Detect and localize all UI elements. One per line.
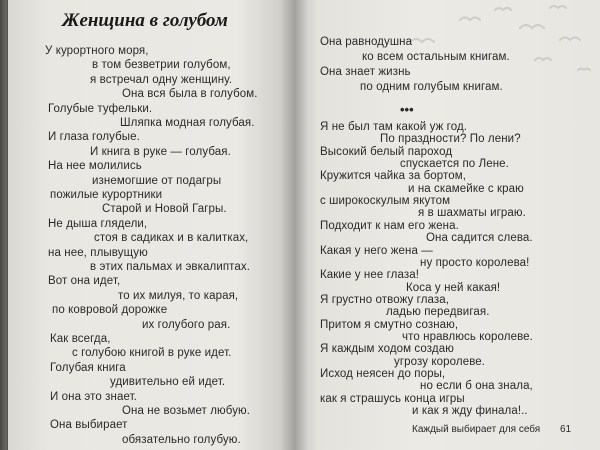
- poem-line: Я грустно отвожу глаза,: [320, 293, 450, 306]
- poem-line: Голубая книга: [50, 361, 126, 374]
- poem-title: Женщина в голубом: [62, 10, 228, 31]
- poem-line: и как я жду финала!..: [412, 405, 528, 418]
- poem-line: Она вся была в голубом.: [122, 88, 258, 101]
- poem-line: то их милуя, то карая,: [118, 289, 239, 302]
- poem-line: Какие у нее глаза!: [320, 269, 420, 282]
- poem-line: Я не был там какой уж год.: [320, 121, 468, 133]
- poem-line: У курортного моря,: [45, 45, 149, 57]
- poem-line: на нее, плывущую: [48, 246, 148, 259]
- poem-line: с голубою книгой в руке идет.: [72, 347, 232, 360]
- poem-line: их голубого рая.: [142, 318, 231, 331]
- poem-line: Высокий белый пароход: [320, 145, 453, 158]
- poem-line: Она знает жизнь: [320, 66, 411, 78]
- poem-line: спускается по Лене.: [400, 158, 509, 171]
- poem-line: И книга в руке — голубая.: [90, 145, 231, 158]
- poem-line: Голубые туфельки.: [48, 102, 153, 115]
- poem-line: И глаза голубые.: [48, 131, 140, 144]
- poem-line: обязательно голубую.: [122, 433, 241, 446]
- poem-line: я в шахматы играю.: [418, 207, 526, 220]
- poem-line: как я страшусь конца игры: [320, 392, 465, 405]
- book-spine: [280, 0, 308, 450]
- section-separator: •••: [400, 102, 414, 117]
- poem-line: пожилые курортники: [50, 189, 163, 201]
- poem-line: Она выбирает: [50, 419, 128, 432]
- poem-line: Притом я смутно сознаю,: [320, 318, 459, 331]
- poem-line: и на скамейке с краю: [408, 182, 524, 195]
- poem-line: По праздности? По лени?: [380, 133, 521, 146]
- poem-line: Какая у него жена —: [320, 244, 433, 257]
- poem-line: Старой и Новой Гагры.: [102, 203, 227, 216]
- poem-line: по одним голубым книгам.: [360, 81, 503, 93]
- poem-line: Она не возьмет любую.: [122, 405, 251, 417]
- poem-line: ко всем остальным книгам.: [362, 51, 510, 63]
- poem-line: На нее молились: [48, 160, 142, 173]
- poem-line: удивительно ей идет.: [110, 376, 226, 389]
- poem-line: но если б она знала,: [420, 380, 533, 393]
- birds-illustration: [400, 0, 600, 80]
- running-footer: Каждый выбирает для себя: [412, 424, 541, 435]
- poem-line: ладью передвигая.: [386, 306, 490, 319]
- poem-line: Кружится чайка за бортом,: [320, 170, 467, 183]
- poem-line: Не дыша глядели,: [48, 217, 148, 230]
- poem-line: Вот она идет,: [48, 275, 121, 288]
- poem-line: угрозу королеве.: [394, 355, 486, 368]
- poem-line: Она садится слева.: [426, 232, 533, 245]
- poem-line: Коса у ней какая!: [406, 281, 501, 294]
- poem-line: по ковровой дорожке: [52, 304, 168, 317]
- page-number: 61: [560, 424, 572, 435]
- poem-line: в этих пальмах и эвкалиптах.: [90, 261, 251, 273]
- poem-line: с широкоскулым якутом: [320, 195, 451, 208]
- poem-line: Шляпка модная голубая.: [120, 117, 255, 129]
- poem-line: И она это знает.: [50, 390, 137, 403]
- poem-line: в том безветрии голубом,: [92, 59, 231, 72]
- poem-line: Она равнодушна: [320, 36, 413, 48]
- poem-line: Подходит к нам его жена.: [320, 219, 459, 232]
- poem-line: Я каждым ходом создаю: [320, 343, 454, 356]
- poem-line: изнемогшие от подагры: [92, 174, 222, 187]
- poem-line: Как всегда,: [50, 333, 111, 345]
- poem-line: стоя в садиках и в калитках,: [94, 232, 249, 245]
- poem-line: ну просто королева!: [420, 256, 530, 269]
- poem-line: что нравлюсь королеве.: [402, 330, 533, 343]
- poem-line: я встречал одну женщину.: [90, 73, 233, 86]
- poem-line: Исход неясен до поры,: [320, 368, 446, 380]
